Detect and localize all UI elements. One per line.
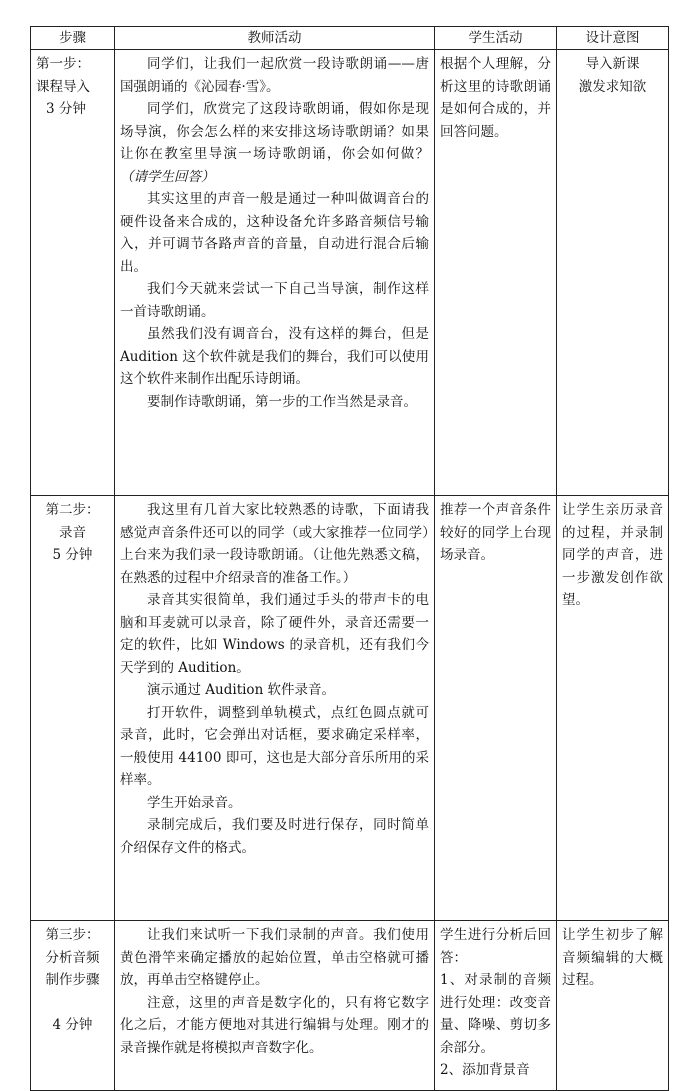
paragraph: 学生进行分析后回答： <box>440 927 551 966</box>
paragraph: 打开软件，调整到单轨模式，点红色圆点就可录音，此时，它会弹出对话框，要求确定采样率，一般使用 44100 即可，这也是大部分音乐所用的采样率。 <box>120 704 429 788</box>
header-row <box>31 27 669 50</box>
paragraph: 录制完成后，我们要及时进行保存，同时简单介绍保存文件的格式。 <box>120 817 429 856</box>
teacher-activity-cell <box>115 921 435 1091</box>
design-intent-cell <box>557 50 669 496</box>
paragraph: 虽然我们没有调音台，没有这样的舞台，但是 Audition 这个软件就是我们的舞台，我们可以使用这个软件来制作出配乐诗朗诵。 <box>120 326 429 387</box>
design-intent-cell <box>557 921 669 1091</box>
step-cell: 第一步： 课程导入 3 分钟 <box>31 50 115 496</box>
paragraph: 演示通过 Audition 软件录音。 <box>147 682 336 698</box>
paragraph: 让学生初步了解音频编辑的大概过程。 <box>562 927 663 988</box>
design-intent-cell <box>557 496 669 921</box>
paragraph: 其实这里的声音一般是通过一种叫做调音台的硬件设备来合成的，这种设备允许多路音频信号输入，并可调节各路声音的音量，自动进行混合后输出。 <box>120 191 429 275</box>
student-activity-cell <box>435 921 557 1091</box>
paragraph: 1、对录制的音频进行处理：改变音量、降噪、剪切多余部分。 <box>440 972 551 1056</box>
student-activity-cell <box>435 50 557 496</box>
paragraph: 学生开始录音。 <box>147 794 242 811</box>
header-teacher: 教师活动 <box>115 27 435 50</box>
paragraph: 同学们，欣赏完了这段诗歌朗诵，假如你是现场导演，你会怎么样的来安排这场诗歌朗诵？如果让你在教室里导演一场诗歌朗诵，你会如何做？（请学生回答） <box>120 101 429 185</box>
paragraph: 同学们，让我们一起欣赏一段诗歌朗诵——唐国强朗诵的《沁园春·雪》。 <box>120 56 429 95</box>
paragraph: 导入新课 <box>585 56 640 72</box>
header-student: 学生活动 <box>435 27 557 50</box>
paragraph: 激发求知欲 <box>578 78 647 95</box>
teacher-activity-cell <box>115 496 435 921</box>
header-intent: 设计意图 <box>557 27 669 50</box>
student-activity-cell <box>435 496 557 921</box>
paragraph: 注意，这里的声音是数字化的，只有将它数字化之后，才能方便地对其进行编辑与处理。刚才的录音操作就是将模拟声音数字化。 <box>120 994 429 1056</box>
step-cell: 第三步： 分析音频 制作步骤 4 分钟 <box>31 921 115 1091</box>
table-row <box>31 496 669 921</box>
teacher-activity-cell <box>115 50 435 496</box>
paragraph: 推荐一个声音条件较好的同学上台现场录音。 <box>440 502 551 563</box>
header-step: 步骤 <box>31 27 115 50</box>
step-cell: 第二步： 录音 5 分钟 <box>31 496 115 921</box>
paragraph: 我们今天就来尝试一下自己当导演，制作这样一首诗歌朗诵。 <box>120 281 429 320</box>
paragraph: 让学生亲历录音的过程，并录制同学的声音，进一步激发创作欲望。 <box>562 502 663 608</box>
paragraph: 要制作诗歌朗诵，第一步的工作当然是录音。 <box>147 393 417 410</box>
lesson-plan-table <box>30 26 669 1091</box>
table-row <box>31 50 669 496</box>
paragraph: 根据个人理解，分析这里的诗歌朗诵是如何合成的，并回答问题。 <box>440 56 551 140</box>
table-row <box>31 921 669 1091</box>
paragraph: 让我们来试听一下我们录制的声音。我们使用黄色滑竿来确定播放的起始位置，单击空格就可播放，再单击空格键停止。 <box>120 927 429 988</box>
paragraph: 我这里有几首大家比较熟悉的诗歌，下面请我感觉声音条件还可以的同学（或大家推荐一位同学）上台来为我们录一段诗歌朗诵。（让他先熟悉文稿，在熟悉的过程中介绍录音的准备工作。） <box>120 502 429 586</box>
teacher-note: （请学生回答） <box>120 168 215 185</box>
paragraph: 录音其实很简单，我们通过手头的带声卡的电脑和耳麦就可以录音，除了硬件外，录音还需要一定的软件，比如 Windows 的录音机，还有我们今天学到的 Audition。 <box>120 592 429 676</box>
paragraph: 2、添加背景音 <box>440 1062 530 1078</box>
